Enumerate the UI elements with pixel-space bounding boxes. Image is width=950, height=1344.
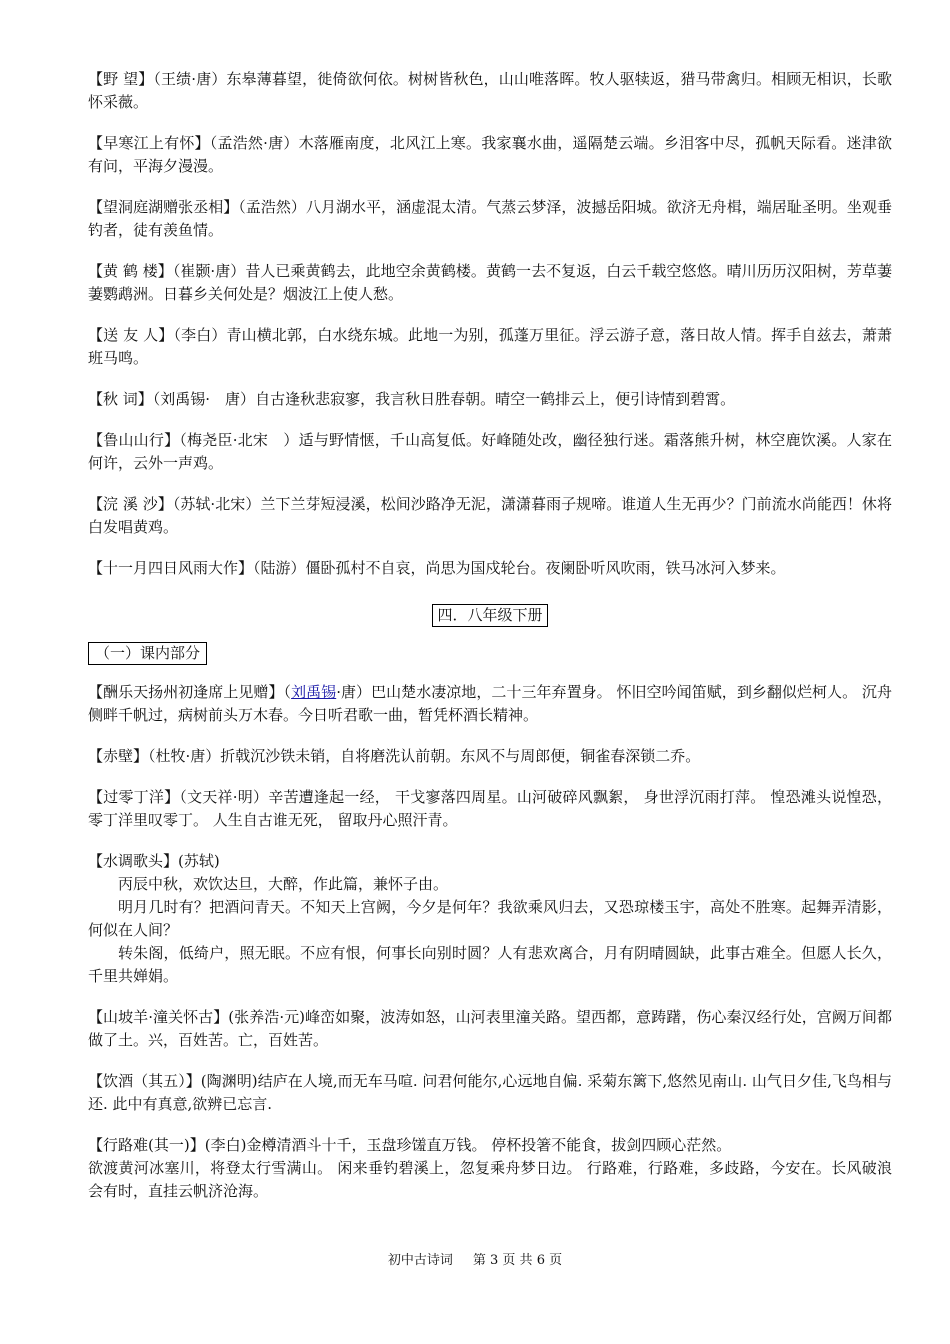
poem-choulet	[88, 681, 892, 727]
poem-songyouren	[88, 324, 892, 370]
poem-qiuci	[88, 388, 892, 411]
poem-title: 【十一月四日风雨大作】	[88, 559, 254, 577]
poem-title: 【黄 鹤 楼】	[88, 262, 173, 280]
poem-title: 【秋 词】	[88, 390, 153, 408]
poem-text: 辛苦遭逢起一经， 干戈寥落四周星。山河破碎风飘絮， 身世浮沉雨打萍。 惶恐滩头说惶恐， 零丁洋里叹零丁。 人生自古谁无死， 留取丹心照汗青。	[88, 788, 892, 829]
poem-title: 【山坡羊·潼关怀古】	[88, 1008, 229, 1026]
poem-xinglunan	[88, 1134, 892, 1203]
poem-text: 金樽清酒斗十千，玉盘珍馐直万钱。 停杯投箸不能食，拔剑四顾心茫然。	[246, 1136, 732, 1154]
poem-author: (苏轼)	[178, 852, 220, 870]
poem-text: 适与野情惬，千山高复低。好峰随处改，幽径独行迷。霜落熊升树，林空鹿饮溪。人家在何许，云外一声鸡。	[88, 431, 892, 472]
poem-title: 【酬乐天扬州初逢席上见赠】	[88, 683, 284, 701]
poem-author: （杜牧·唐）	[148, 747, 221, 765]
poem-title: 【过零丁洋】	[88, 788, 180, 806]
section-header	[88, 604, 892, 627]
poem-text: 八月湖水平，涵虚混太清。气蒸云梦泽，波撼岳阳城。欲济无舟楫，端居耻圣明。坐观垂钓者，徒有羡鱼情。	[88, 198, 892, 239]
poem-title: 【送 友 人】	[88, 326, 174, 344]
poem-text: 折戟沉沙铁未销，自将磨洗认前朝。东风不与周郎便，铜雀春深锁二乔。	[220, 747, 701, 765]
poem-lingdingyang	[88, 786, 892, 832]
poem-lushan	[88, 429, 892, 475]
footer-page-number: 第 3 页 共 6 页	[472, 1253, 563, 1268]
poem-huanghelou	[88, 260, 892, 306]
poem-fengyu	[88, 557, 892, 580]
subsection-title: （一）课内部分	[88, 642, 207, 665]
poem-text: 自古逢秋悲寂寥，我言秋日胜春朝。晴空一鹤排云上，便引诗情到碧霄。	[255, 390, 736, 408]
poem-para: 转朱阁，低绮户，照无眠。不应有恨，何事长向别时圆？人有悲欢离合，月有阴晴圆缺，此事古难全。但愿人长久，千里共婵娟。	[88, 944, 892, 985]
poem-shanpoyang	[88, 1006, 892, 1052]
poem-author: （孟浩然·唐）	[209, 134, 299, 152]
poem-author-close: ·唐）	[336, 683, 372, 701]
poem-title: 【鲁山山行】	[88, 431, 180, 449]
poem-yewang	[88, 68, 892, 114]
poem-text: 僵卧孤村不自哀，尚思为国戍轮台。夜阑卧听风吹雨，铁马冰河入梦来。	[305, 559, 786, 577]
poem-yinjiu	[88, 1070, 892, 1116]
poem-text: 兰下兰芽短浸溪，松间沙路净无泥，潇潇暮雨子规啼。谁道人生无再少？门前流水尚能西！休将白发唱黄鸡。	[88, 495, 892, 536]
poem-title: 【水调歌头】	[88, 852, 179, 870]
poem-title: 【早寒江上有怀】	[88, 134, 210, 152]
poem-author: （苏轼·北宋）	[172, 495, 261, 513]
poem-text: 结庐在人境,而无车马喧. 问君何能尔,心远地自偏. 采菊东篱下,悠然见南山. 山气日夕佳,飞鸟相与还. 此中有真意,欲辨已忘言.	[88, 1072, 892, 1113]
poem-para: 明月几时有？把酒问青天。不知天上宫阙，今夕是何年？我欲乘风归去，又恐琼楼玉宇，高处不胜寒。起舞弄清影，何似在人间？	[88, 898, 892, 939]
poem-author: （刘禹锡· 唐）	[152, 390, 256, 408]
poem-line	[88, 1134, 892, 1157]
poem-title: 【赤壁】	[88, 747, 149, 765]
poem-text: 昔人已乘黄鹤去，此地空余黄鹤楼。黄鹤一去不复返，白云千载空悠悠。晴川历历汉阳树，芳草萋萋鹦鹉洲。日暮乡关何处是？烟波江上使人愁。	[88, 262, 892, 303]
poem-author: （孟浩然）	[238, 198, 306, 216]
poem-huanxisha	[88, 493, 892, 539]
document-page	[88, 68, 892, 1221]
poem-author: (陶渊明)	[200, 1072, 258, 1090]
poem-text: 木落雁南度，北风江上寒。我家襄水曲，遥隔楚云端。乡泪客中尽，孤帆天际看。迷津欲有问，平海夕漫漫。	[88, 134, 892, 175]
poem-author: (李白)	[204, 1136, 247, 1154]
author-link[interactable]: 刘禹锡	[291, 683, 337, 701]
section-title: 四．八年级下册	[432, 604, 547, 627]
poem-title: 【行路难(其一)】	[88, 1136, 205, 1154]
poem-dongting	[88, 196, 892, 242]
poem-text: 东皋薄暮望，徙倚欲何依。树树皆秋色，山山唯落晖。牧人驱犊返，猎马带禽归。相顾无相识，长歌怀采薇。	[88, 70, 892, 111]
poem-title: 【浣 溪 沙】	[88, 495, 173, 513]
poem-text: 峰峦如聚，波涛如怒，山河表里潼关路。望西都，意踌躇，伤心秦汉经行处，宫阙万间都做了土。兴，百姓苦。亡，百姓苦。	[88, 1008, 892, 1049]
poem-author-open: （	[283, 683, 292, 701]
poem-author: （梅尧臣·北宋 ）	[179, 431, 299, 449]
poem-author: （崔颢·唐）	[172, 262, 246, 280]
footer-doc-title: 初中古诗词	[387, 1253, 453, 1268]
poem-author: (张养浩·元)	[228, 1008, 306, 1026]
poem-text: 青山横北郭，白水绕东城。此地一为别，孤蓬万里征。浮云游子意，落日故人情。挥手自兹去，萧萧班马鸣。	[88, 326, 892, 367]
poem-title: 【饮酒（其五）】	[88, 1072, 201, 1090]
subsection-header	[88, 642, 892, 665]
poem-preface: 丙辰中秋，欢饮达旦，大醉，作此篇，兼怀子由。	[118, 875, 449, 893]
poem-author: （文天祥·明）	[179, 788, 269, 806]
poem-text: 巴山楚水凄凉地，二十三年弃置身。 怀旧空吟闻笛赋，到乡翻似烂柯人。 沉舟侧畔千帆过，病树前头万木春。今日听君歌一曲，暂凭杯酒长精神。	[88, 683, 892, 724]
poem-chibi	[88, 745, 892, 768]
poem-title: 【野 望】	[88, 70, 154, 88]
page-footer	[0, 1249, 950, 1268]
poem-shuidiaogetou	[88, 850, 892, 988]
poem-author: （陆游）	[253, 559, 306, 577]
poem-title: 【望洞庭湖赠张丞相】	[88, 198, 239, 216]
poem-heading	[88, 850, 892, 873]
poem-author: （李白）	[173, 326, 227, 344]
poem-zaohan	[88, 132, 892, 178]
poem-line: 欲渡黄河冰塞川，将登太行雪满山。 闲来垂钓碧溪上，忽复乘舟梦日边。 行路难，行路难，多歧路，今安在。长风破浪会有时，直挂云帆济沧海。	[88, 1159, 892, 1200]
poem-author: （王绩·唐）	[153, 70, 227, 88]
